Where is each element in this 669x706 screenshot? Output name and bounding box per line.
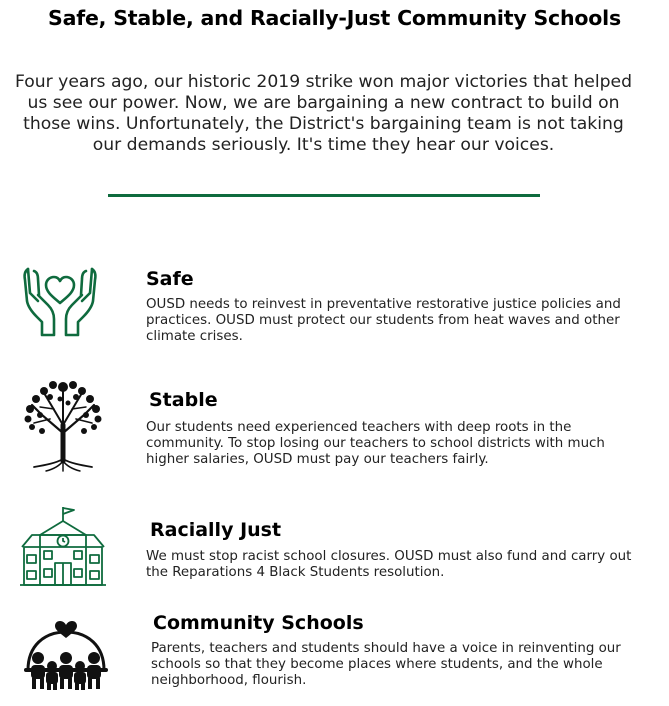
intro-paragraph: Four years ago, our historic 2019 strike won major victories that helped us see our power. Now, we are bargaining a new contract to build on those wins. Unfortunately, the District's bargaining team is not taking our demands seriously. It's time they hear our voices. [14,72,633,155]
hands-heart-icon [20,265,100,341]
section-title-community-schools: Community Schools [153,612,364,634]
section-title-stable: Stable [149,389,218,411]
section-body-safe: OUSD needs to reinvest in preventative restorative justice policies and practices. OUSD must protect our students from heat waves and other climate crises. [146,297,621,344]
school-building-icon [20,505,106,587]
section-body-stable: Our students need experienced teachers with deep roots in the community. To stop losing our teachers to school districts with much higher salaries, OUSD must pay our teachers fairly. [146,420,605,467]
section-body-racially-just: We must stop racist school closures. OUSD must also fund and carry out the Reparations 4 Black Students resolution. [146,549,632,580]
divider [108,194,540,197]
tree-icon [20,375,106,473]
section-title-racially-just: Racially Just [150,519,282,541]
section-title-safe: Safe [146,268,194,290]
community-icon [22,620,110,690]
section-body-community-schools: Parents, teachers and students should have a voice in reinventing our schools so that they become places where students, and the whole neighborhood, flourish. [151,641,621,688]
page-title: Safe, Stable, and Racially-Just Community Schools [48,6,621,30]
